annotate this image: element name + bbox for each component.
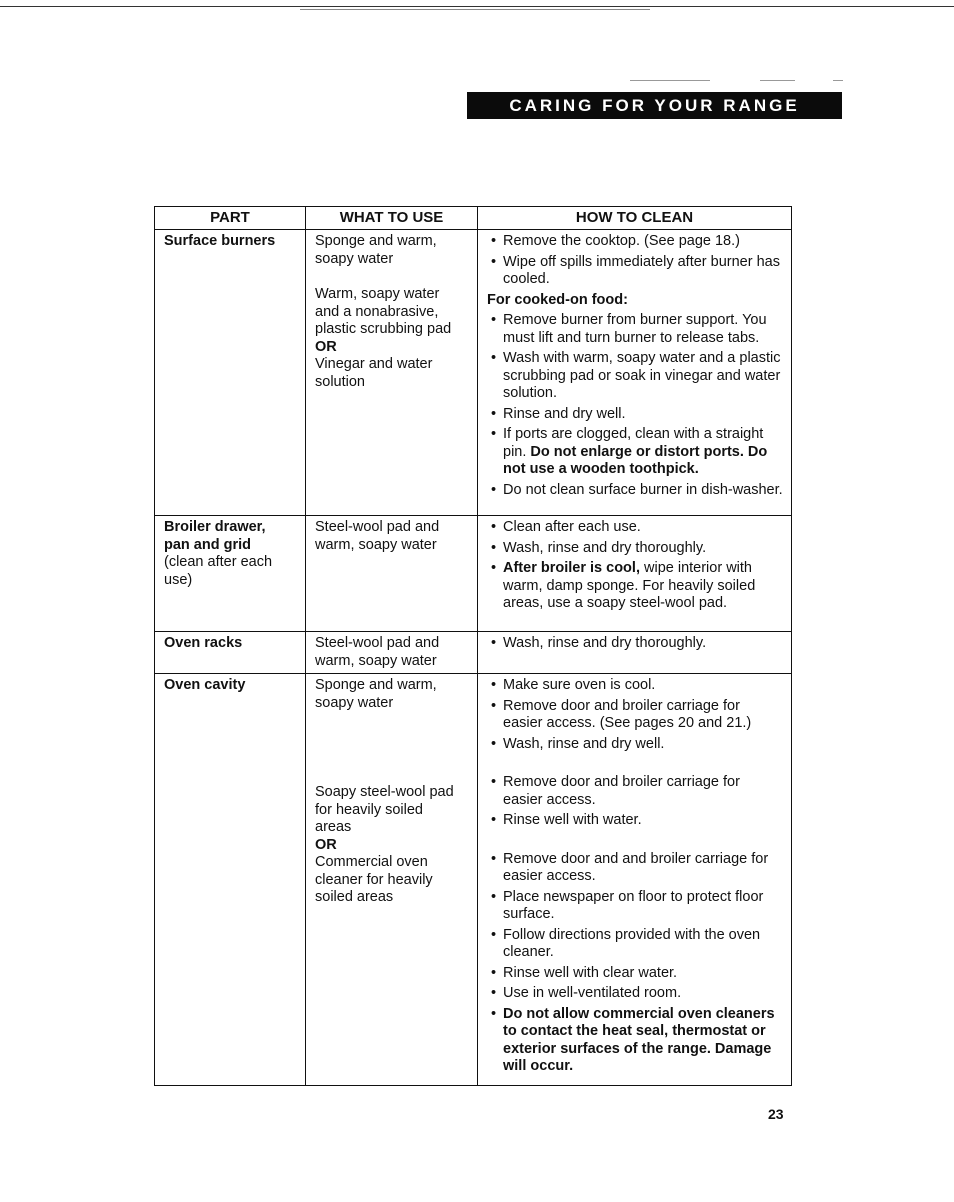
or-label: OR bbox=[315, 836, 337, 853]
spacer bbox=[315, 712, 469, 730]
part-cell bbox=[155, 632, 306, 674]
instruction-item bbox=[487, 698, 783, 733]
care-table bbox=[154, 206, 792, 1086]
instruction-item bbox=[487, 965, 783, 983]
instruction-item bbox=[487, 254, 783, 289]
instruction-item bbox=[487, 985, 783, 1003]
instruction-list bbox=[487, 635, 783, 653]
cleaning-material: plastic scrubbing pad bbox=[315, 321, 452, 337]
instruction-warning: Do not allow commercial oven cleaners to contact the heat seal, thermostat or exterior surfaces of the range. Damage will occur. bbox=[503, 1005, 775, 1074]
instruction-text: Remove door and and broiler carriage for easier access. bbox=[503, 850, 769, 884]
part-name: Broiler drawer, bbox=[164, 519, 266, 535]
instruction-item bbox=[487, 519, 783, 537]
instruction-text: Use in well-ventilated room. bbox=[503, 985, 682, 1001]
cleaning-material: Vinegar and water bbox=[315, 356, 433, 372]
decorative-line bbox=[630, 80, 710, 81]
instruction-text: Remove the cooktop. (See page 18.) bbox=[503, 233, 740, 249]
instruction-item bbox=[487, 233, 783, 251]
part-name: Oven cavity bbox=[164, 677, 246, 693]
instruction-item bbox=[487, 635, 783, 653]
cleaning-material: Soapy steel-wool pad bbox=[315, 784, 454, 800]
part-name: Oven racks bbox=[164, 635, 243, 651]
table-row bbox=[155, 674, 792, 1086]
instruction-text: Rinse and dry well. bbox=[503, 405, 626, 422]
table-row bbox=[155, 632, 792, 674]
part-cell bbox=[155, 516, 306, 632]
part-cell bbox=[155, 674, 306, 1086]
instruction-list bbox=[487, 519, 783, 613]
instruction-item bbox=[487, 1006, 783, 1076]
decorative-line bbox=[833, 80, 843, 81]
spacer bbox=[487, 833, 783, 851]
instruction-text: Rinse well with clear water. bbox=[503, 964, 678, 981]
instruction-subheading bbox=[487, 292, 783, 310]
page-number: 23 bbox=[768, 1106, 784, 1122]
instruction-text: Clean after each use. bbox=[503, 519, 641, 535]
cleaning-material: soapy water bbox=[315, 694, 394, 711]
how-to-clean-cell bbox=[478, 632, 792, 674]
how-to-clean-cell bbox=[478, 674, 792, 1086]
spacer bbox=[315, 766, 469, 784]
table-body bbox=[155, 230, 792, 1086]
instruction-list bbox=[487, 233, 783, 499]
column-header-how-to-clean: HOW TO CLEAN bbox=[478, 207, 792, 230]
what-to-use-cell bbox=[306, 516, 478, 632]
instruction-item bbox=[487, 677, 783, 695]
cleaning-material: and a nonabrasive, bbox=[315, 303, 439, 320]
what-to-use-cell bbox=[306, 632, 478, 674]
instruction-text: Remove burner from burner support. You must lift and turn burner to release tabs. bbox=[503, 312, 767, 346]
cleaning-material: areas bbox=[315, 819, 352, 835]
cleaning-material: Steel-wool pad and bbox=[315, 519, 440, 535]
instruction-text: If ports are clogged, clean with a straight pin. bbox=[503, 426, 764, 460]
cleaning-material: solution bbox=[315, 373, 365, 390]
cleaning-material: warm, soapy water bbox=[315, 536, 437, 553]
instruction-item bbox=[487, 889, 783, 924]
cleaning-material: Sponge and warm, bbox=[315, 677, 437, 693]
instruction-item bbox=[487, 406, 783, 424]
cleaning-material: soapy water bbox=[315, 250, 394, 267]
cleaning-material: soiled areas bbox=[315, 889, 394, 905]
instruction-item bbox=[487, 927, 783, 962]
instruction-text: Rinse well with water. bbox=[503, 812, 642, 828]
cleaning-material: Commercial oven bbox=[315, 854, 428, 870]
table-row bbox=[155, 230, 792, 516]
instruction-item bbox=[487, 851, 783, 886]
how-to-clean-cell bbox=[478, 230, 792, 516]
instruction-text: wipe interior with warm, damp sponge. For heavily soiled areas, use a soapy steel-wool pad. bbox=[503, 560, 756, 611]
instruction-text: Follow directions provided with the oven cleaner. bbox=[503, 926, 761, 960]
what-to-use-cell bbox=[306, 230, 478, 516]
part-note: use) bbox=[164, 571, 193, 588]
spacer bbox=[487, 756, 783, 774]
cleaning-material: Sponge and warm, bbox=[315, 233, 437, 249]
cleaning-material: cleaner for heavily bbox=[315, 871, 433, 888]
instruction-text: Wash, rinse and dry well. bbox=[503, 735, 665, 752]
instruction-text: Do not clean surface burner in dish-washer. bbox=[503, 481, 783, 498]
cleaning-material: Steel-wool pad and bbox=[315, 635, 440, 651]
section-header bbox=[467, 92, 842, 119]
instruction-emphasis: After broiler is cool, bbox=[503, 560, 644, 576]
instruction-item bbox=[487, 482, 783, 500]
instruction-item bbox=[487, 426, 783, 479]
column-header-part: PART bbox=[155, 207, 306, 230]
instruction-item bbox=[487, 812, 783, 830]
instruction-list bbox=[487, 677, 783, 1076]
spacer bbox=[315, 748, 469, 766]
table-row bbox=[155, 516, 792, 632]
part-name: Surface burners bbox=[164, 233, 276, 249]
what-to-use-cell bbox=[306, 674, 478, 1086]
section-title: CARING FOR YOUR RANGE bbox=[509, 95, 800, 115]
instruction-text: Wash with warm, soapy water and a plastic scrubbing pad or soak in vinegar and water solution. bbox=[503, 350, 781, 401]
instruction-text: Wash, rinse and dry thoroughly. bbox=[503, 635, 707, 651]
instruction-item bbox=[487, 350, 783, 403]
or-label: OR bbox=[315, 338, 337, 355]
part-name: pan and grid bbox=[164, 536, 251, 553]
instruction-item bbox=[487, 540, 783, 558]
cleaning-material: warm, soapy water bbox=[315, 652, 437, 669]
instruction-text: Place newspaper on floor to protect floor surface. bbox=[503, 888, 764, 922]
how-to-clean-cell bbox=[478, 516, 792, 632]
table-header-row bbox=[155, 207, 792, 230]
instruction-item bbox=[487, 312, 783, 347]
part-note: (clean after each bbox=[164, 554, 273, 570]
instruction-item bbox=[487, 736, 783, 754]
instruction-item bbox=[487, 774, 783, 809]
cleaning-material: for heavily soiled bbox=[315, 801, 423, 818]
top-rule-faint bbox=[300, 9, 650, 10]
cleaning-material: Warm, soapy water bbox=[315, 286, 440, 302]
part-cell bbox=[155, 230, 306, 516]
instruction-text: Wash, rinse and dry thoroughly. bbox=[503, 539, 707, 556]
spacer bbox=[315, 268, 469, 286]
column-header-what-to-use: WHAT TO USE bbox=[306, 207, 478, 230]
top-rule bbox=[0, 6, 954, 7]
instruction-text: For cooked-on food: bbox=[487, 291, 628, 308]
instruction-text: Make sure oven is cool. bbox=[503, 677, 656, 693]
decorative-line bbox=[760, 80, 795, 81]
instruction-warning: Do not enlarge or distort ports. Do not use a wooden toothpick. bbox=[503, 443, 768, 477]
instruction-text: Remove door and broiler carriage for easier access. bbox=[503, 774, 740, 808]
instruction-text: Remove door and broiler carriage for easier access. (See pages 20 and 21.) bbox=[503, 697, 752, 731]
instruction-item bbox=[487, 560, 783, 613]
spacer bbox=[315, 730, 469, 748]
instruction-text: Wipe off spills immediately after burner has cooled. bbox=[503, 253, 780, 287]
